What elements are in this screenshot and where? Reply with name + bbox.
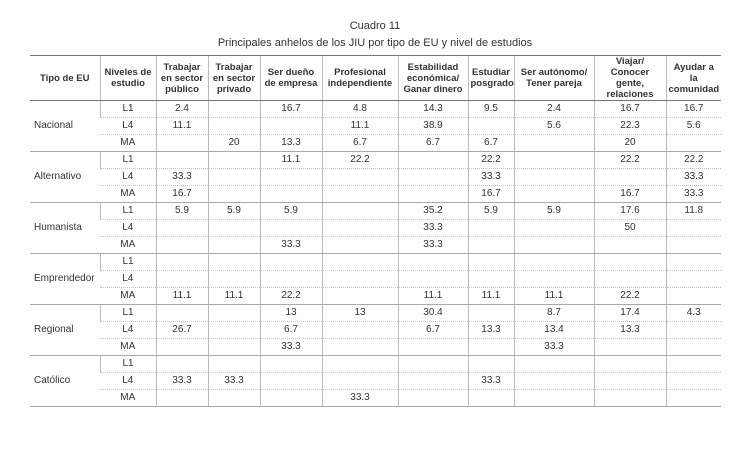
value-cell — [156, 152, 208, 169]
value-cell: 22.2 — [468, 152, 514, 169]
value-cell — [594, 356, 666, 373]
study-level-cell: L1 — [100, 101, 156, 118]
value-cell — [208, 169, 260, 186]
value-cell — [398, 169, 468, 186]
table-row — [30, 169, 721, 186]
value-cell — [666, 271, 721, 288]
value-cell — [260, 220, 322, 237]
value-cell: 6.7 — [398, 135, 468, 152]
value-cell: 16.7 — [594, 186, 666, 203]
value-cell — [398, 390, 468, 407]
value-cell — [514, 373, 594, 390]
value-cell — [514, 220, 594, 237]
value-cell: 11.1 — [514, 288, 594, 305]
eu-type-cell: Humanista — [30, 203, 100, 254]
table-row — [30, 152, 721, 169]
column-header: Estabilidad económica/ Ganar dinero — [398, 56, 468, 101]
value-cell: 33.3 — [468, 169, 514, 186]
eu-type-cell: Alternativo — [30, 152, 100, 203]
table-row — [30, 339, 721, 356]
value-cell — [322, 271, 398, 288]
value-cell: 35.2 — [398, 203, 468, 220]
column-header: Trabajar en sector privado — [208, 56, 260, 101]
value-cell: 13.3 — [260, 135, 322, 152]
value-cell: 20 — [208, 135, 260, 152]
value-cell: 33.3 — [156, 373, 208, 390]
value-cell — [594, 169, 666, 186]
value-cell — [468, 356, 514, 373]
table-row — [30, 101, 721, 118]
header-row — [30, 56, 721, 101]
table-row — [30, 203, 721, 220]
study-level-cell: L4 — [100, 271, 156, 288]
value-cell — [666, 339, 721, 356]
value-cell: 5.9 — [156, 203, 208, 220]
eu-type-cell: Emprendedor — [30, 254, 100, 305]
study-level-cell: L4 — [100, 322, 156, 339]
value-cell: 26.7 — [156, 322, 208, 339]
value-cell: 17.4 — [594, 305, 666, 322]
value-cell: 33.3 — [322, 390, 398, 407]
value-cell: 2.4 — [156, 101, 208, 118]
value-cell: 13 — [260, 305, 322, 322]
column-header: Ser autónomo/ Tener pareja — [514, 56, 594, 101]
study-level-cell: L1 — [100, 305, 156, 322]
value-cell — [156, 356, 208, 373]
value-cell — [208, 186, 260, 203]
value-cell: 33.3 — [468, 373, 514, 390]
table-caption-number: Cuadro 11 — [349, 20, 401, 32]
value-cell — [260, 373, 322, 390]
column-header: Trabajar en sector público — [156, 56, 208, 101]
value-cell — [260, 186, 322, 203]
value-cell — [514, 186, 594, 203]
value-cell: 8.7 — [514, 305, 594, 322]
value-cell — [514, 237, 594, 254]
table-row — [30, 373, 721, 390]
value-cell — [156, 305, 208, 322]
value-cell — [468, 237, 514, 254]
value-cell: 17.6 — [594, 203, 666, 220]
value-cell — [514, 135, 594, 152]
value-cell: 11.1 — [398, 288, 468, 305]
value-cell — [208, 254, 260, 271]
study-level-cell: L4 — [100, 220, 156, 237]
value-cell — [260, 390, 322, 407]
value-cell: 16.7 — [594, 101, 666, 118]
value-cell: 5.9 — [260, 203, 322, 220]
column-header: Tipo de EU — [30, 56, 100, 101]
study-level-cell: MA — [100, 339, 156, 356]
value-cell: 22.3 — [594, 118, 666, 135]
value-cell: 33.3 — [156, 169, 208, 186]
value-cell: 16.7 — [156, 186, 208, 203]
value-cell: 5.9 — [208, 203, 260, 220]
value-cell: 33.3 — [398, 237, 468, 254]
value-cell: 13.4 — [514, 322, 594, 339]
value-cell — [208, 118, 260, 135]
value-cell — [156, 135, 208, 152]
eu-type-cell: Regional — [30, 305, 100, 356]
value-cell: 22.2 — [260, 288, 322, 305]
column-header: Estudiar posgrado — [468, 56, 514, 101]
value-cell: 4.8 — [322, 101, 398, 118]
value-cell — [322, 373, 398, 390]
value-cell: 6.7 — [322, 135, 398, 152]
value-cell — [514, 169, 594, 186]
value-cell — [208, 152, 260, 169]
value-cell — [398, 152, 468, 169]
value-cell — [208, 305, 260, 322]
value-cell — [398, 186, 468, 203]
value-cell: 11.1 — [208, 288, 260, 305]
study-level-cell: L1 — [100, 152, 156, 169]
value-cell — [666, 390, 721, 407]
value-cell: 13 — [322, 305, 398, 322]
value-cell: 13.3 — [594, 322, 666, 339]
value-cell — [208, 322, 260, 339]
table-row — [30, 220, 721, 237]
table-row — [30, 237, 721, 254]
value-cell: 6.7 — [398, 322, 468, 339]
column-header: Viajar/ Conocer gente, relaciones — [594, 56, 666, 101]
eu-type-cell: Nacional — [30, 101, 100, 152]
value-cell: 33.3 — [666, 186, 721, 203]
value-cell — [666, 237, 721, 254]
column-header: Ser dueño de empresa — [260, 56, 322, 101]
value-cell — [322, 220, 398, 237]
study-level-cell: L4 — [100, 118, 156, 135]
value-cell — [208, 356, 260, 373]
value-cell: 22.2 — [666, 152, 721, 169]
value-cell — [594, 271, 666, 288]
value-cell — [468, 254, 514, 271]
value-cell — [260, 356, 322, 373]
value-cell: 33.3 — [260, 339, 322, 356]
value-cell — [398, 271, 468, 288]
value-cell — [156, 220, 208, 237]
table-row — [30, 186, 721, 203]
value-cell — [468, 220, 514, 237]
value-cell: 22.2 — [322, 152, 398, 169]
study-level-cell: L1 — [100, 203, 156, 220]
value-cell: 5.6 — [666, 118, 721, 135]
value-cell — [322, 288, 398, 305]
table-row — [30, 322, 721, 339]
value-cell — [398, 373, 468, 390]
value-cell: 6.7 — [468, 135, 514, 152]
study-level-cell: L1 — [100, 356, 156, 373]
value-cell — [514, 271, 594, 288]
data-table — [30, 55, 721, 407]
table-row — [30, 356, 721, 373]
value-cell — [468, 390, 514, 407]
table-row — [30, 118, 721, 135]
column-header: Profesional independiente — [322, 56, 398, 101]
value-cell — [260, 271, 322, 288]
value-cell — [208, 271, 260, 288]
value-cell — [594, 237, 666, 254]
table-body — [30, 101, 721, 407]
value-cell — [468, 339, 514, 356]
value-cell: 22.2 — [594, 288, 666, 305]
value-cell — [514, 390, 594, 407]
value-cell — [666, 220, 721, 237]
study-level-cell: MA — [100, 135, 156, 152]
value-cell: 6.7 — [260, 322, 322, 339]
value-cell — [666, 254, 721, 271]
value-cell: 5.9 — [468, 203, 514, 220]
value-cell: 9.5 — [468, 101, 514, 118]
table-row — [30, 135, 721, 152]
value-cell: 16.7 — [666, 101, 721, 118]
value-cell: 11.1 — [468, 288, 514, 305]
value-cell: 5.9 — [514, 203, 594, 220]
value-cell — [594, 390, 666, 407]
column-header: Niveles de estudio — [100, 56, 156, 101]
table-row — [30, 271, 721, 288]
value-cell — [398, 254, 468, 271]
study-level-cell: MA — [100, 390, 156, 407]
value-cell — [468, 118, 514, 135]
value-cell: 38.9 — [398, 118, 468, 135]
value-cell: 33.3 — [666, 169, 721, 186]
value-cell: 33.3 — [208, 373, 260, 390]
value-cell — [208, 339, 260, 356]
value-cell — [594, 339, 666, 356]
value-cell: 2.4 — [514, 101, 594, 118]
value-cell: 33.3 — [514, 339, 594, 356]
value-cell — [322, 339, 398, 356]
value-cell — [398, 356, 468, 373]
value-cell — [666, 135, 721, 152]
value-cell — [156, 271, 208, 288]
eu-type-cell: Católico — [30, 356, 100, 407]
value-cell: 11.8 — [666, 203, 721, 220]
value-cell — [594, 254, 666, 271]
value-cell — [666, 322, 721, 339]
value-cell — [322, 356, 398, 373]
value-cell — [156, 339, 208, 356]
value-cell — [156, 254, 208, 271]
value-cell — [594, 373, 666, 390]
value-cell — [156, 237, 208, 254]
value-cell — [322, 254, 398, 271]
value-cell — [666, 288, 721, 305]
table-caption-title: Principales anhelos de los JIU por tipo de EU y nivel de estudios — [217, 37, 533, 49]
value-cell: 20 — [594, 135, 666, 152]
value-cell — [322, 186, 398, 203]
study-level-cell: MA — [100, 288, 156, 305]
value-cell: 22.2 — [594, 152, 666, 169]
value-cell: 16.7 — [468, 186, 514, 203]
value-cell: 30.4 — [398, 305, 468, 322]
study-level-cell: L4 — [100, 373, 156, 390]
table-row — [30, 390, 721, 407]
value-cell: 11.1 — [156, 288, 208, 305]
value-cell — [666, 356, 721, 373]
value-cell — [514, 152, 594, 169]
value-cell: 11.1 — [260, 152, 322, 169]
value-cell — [208, 237, 260, 254]
value-cell: 33.3 — [260, 237, 322, 254]
value-cell — [322, 237, 398, 254]
value-cell — [514, 254, 594, 271]
value-cell: 50 — [594, 220, 666, 237]
study-level-cell: L1 — [100, 254, 156, 271]
value-cell: 4.3 — [666, 305, 721, 322]
value-cell — [514, 356, 594, 373]
value-cell — [468, 305, 514, 322]
value-cell: 33.3 — [398, 220, 468, 237]
value-cell — [322, 169, 398, 186]
value-cell — [322, 322, 398, 339]
value-cell: 13.3 — [468, 322, 514, 339]
study-level-cell: MA — [100, 237, 156, 254]
value-cell — [260, 118, 322, 135]
value-cell — [260, 169, 322, 186]
table-row — [30, 305, 721, 322]
value-cell — [322, 203, 398, 220]
value-cell — [468, 271, 514, 288]
value-cell — [398, 339, 468, 356]
value-cell — [208, 220, 260, 237]
value-cell: 11.1 — [322, 118, 398, 135]
study-level-cell: MA — [100, 186, 156, 203]
value-cell: 11.1 — [156, 118, 208, 135]
value-cell — [208, 101, 260, 118]
table-row — [30, 254, 721, 271]
value-cell: 14.3 — [398, 101, 468, 118]
value-cell — [260, 254, 322, 271]
study-level-cell: L4 — [100, 169, 156, 186]
value-cell: 5.6 — [514, 118, 594, 135]
value-cell: 16.7 — [260, 101, 322, 118]
value-cell — [208, 390, 260, 407]
column-header: Ayudar a la comunidad — [666, 56, 721, 101]
value-cell — [156, 390, 208, 407]
value-cell — [666, 373, 721, 390]
table-row — [30, 288, 721, 305]
